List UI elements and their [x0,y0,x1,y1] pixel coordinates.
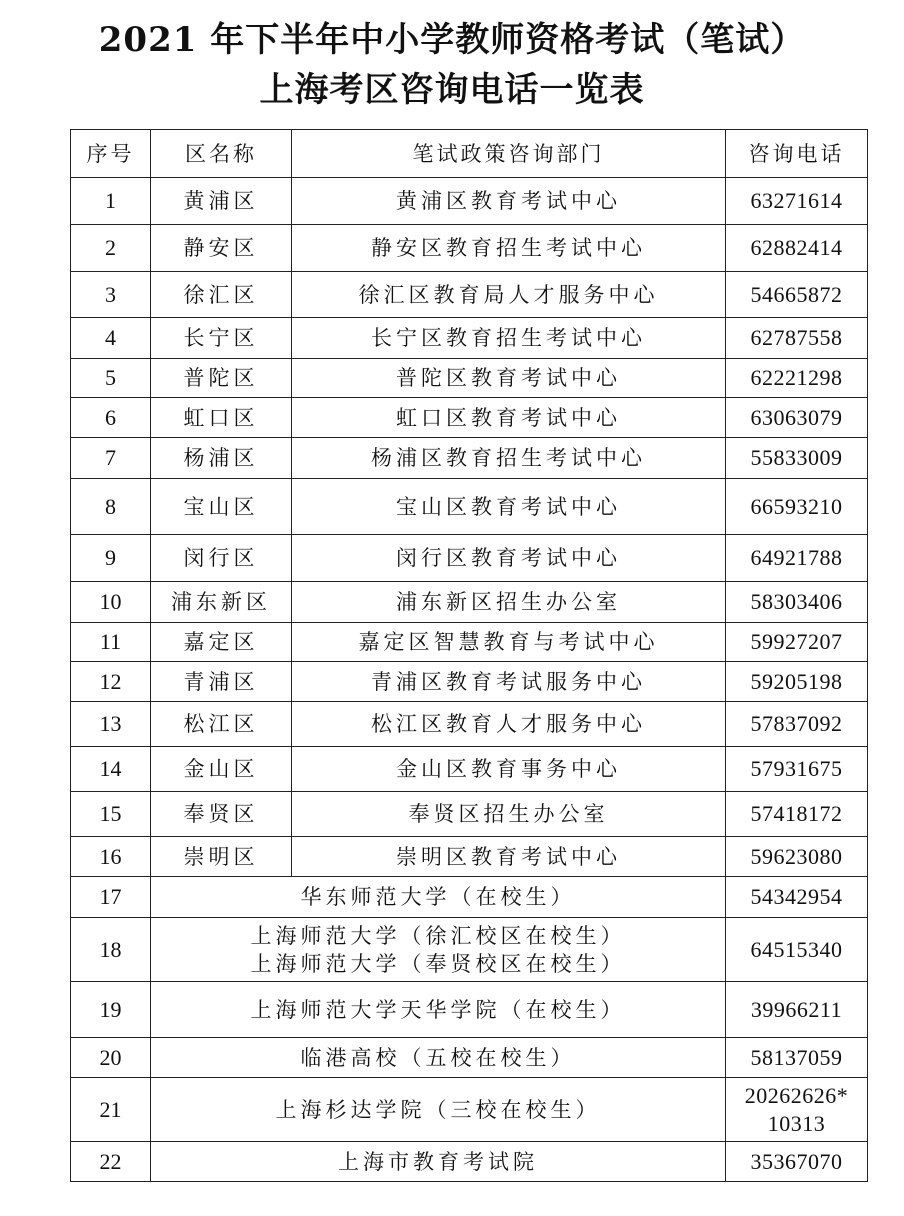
department-name: 青浦区教育考试服务中心 [292,662,726,702]
department-name: 虹口区教育考试中心 [292,398,726,438]
district-name: 青浦区 [151,662,292,702]
row-number: 1 [71,178,151,225]
department-name: 嘉定区智慧教育与考试中心 [292,623,726,662]
institution-line: 华东师范大学（在校生） [300,885,576,909]
department-name: 浦东新区招生办公室 [292,582,726,623]
phone-number: 62221298 [726,359,868,398]
table-row [71,582,868,623]
phone-number [726,1078,868,1142]
institution-name [151,918,726,982]
table-header-row [71,130,868,178]
table-row [71,1078,868,1142]
district-name: 普陀区 [151,359,292,398]
row-number: 8 [71,479,151,535]
institution-line: 上海师范大学（徐汇校区在校生） [250,923,626,948]
row-number: 14 [71,747,151,792]
department-name: 静安区教育招生考试中心 [292,225,726,272]
table-row [71,318,868,359]
table-row [71,982,868,1038]
institution-line: 上海师范大学天华学院（在校生） [250,997,626,1022]
phone-number: 62787558 [726,318,868,359]
phone-number [726,1142,868,1182]
department-name: 闵行区教育考试中心 [292,535,726,582]
district-name: 长宁区 [151,318,292,359]
row-number: 16 [71,837,151,877]
row-number: 19 [71,982,151,1038]
phone-line: 10313 [767,1110,826,1136]
department-name: 徐汇区教育局人才服务中心 [292,272,726,318]
department-name: 黄浦区教育考试中心 [292,178,726,225]
table-row [71,877,868,918]
phone-number: 59623080 [726,837,868,877]
document-title-line-2: 上海考区咨询电话一览表 [259,70,645,110]
department-name: 崇明区教育考试中心 [292,837,726,877]
table-row [71,702,868,747]
row-number: 17 [71,877,151,918]
table-row [71,747,868,792]
row-number: 2 [71,225,151,272]
table-row [71,792,868,837]
phone-number: 62882414 [726,225,868,272]
phone-line: 39966211 [750,996,843,1022]
table-row [71,1142,868,1182]
row-number: 13 [71,702,151,747]
district-name: 金山区 [151,747,292,792]
table-row [71,225,868,272]
phone-line: 35367070 [750,1148,843,1174]
row-number: 21 [71,1078,151,1142]
institution-line: 临港高校（五校在校生） [300,1045,576,1070]
header-no: 序号 [71,130,151,178]
institution-name [151,1078,726,1142]
row-number: 6 [71,398,151,438]
table-row [71,623,868,662]
phone-line: 64515340 [750,936,843,962]
phone-number: 54665872 [726,272,868,318]
phone-number: 63063079 [726,398,868,438]
row-number: 10 [71,582,151,623]
district-name: 松江区 [151,702,292,747]
row-number: 5 [71,359,151,398]
table-row [71,438,868,479]
department-name: 普陀区教育考试中心 [292,359,726,398]
table-row [71,398,868,438]
district-name: 黄浦区 [151,178,292,225]
institution-name [151,877,726,918]
row-number: 18 [71,918,151,982]
institution-name [151,982,726,1038]
table-row [71,662,868,702]
institution-name [151,1038,726,1078]
hotline-table [70,129,868,1182]
row-number: 4 [71,318,151,359]
department-name: 松江区教育人才服务中心 [292,702,726,747]
row-number: 20 [71,1038,151,1078]
phone-number: 64921788 [726,535,868,582]
institution-line: 上海师范大学（奉贤校区在校生） [250,951,626,976]
district-name: 奉贤区 [151,792,292,837]
row-number: 3 [71,272,151,318]
row-number: 15 [71,792,151,837]
phone-number: 66593210 [726,479,868,535]
document-title-line-1: 2021 年下半年中小学教师资格考试（笔试） [98,20,806,60]
table-body [71,178,868,1182]
district-name: 闵行区 [151,535,292,582]
phone-number: 57418172 [726,792,868,837]
phone-number: 58303406 [726,582,868,623]
phone-number: 57931675 [726,747,868,792]
district-name: 浦东新区 [151,582,292,623]
phone-number [726,918,868,982]
header-department: 笔试政策咨询部门 [292,130,726,178]
row-number: 9 [71,535,151,582]
row-number: 11 [71,623,151,662]
table-row [71,359,868,398]
department-name: 长宁区教育招生考试中心 [292,318,726,359]
district-name: 杨浦区 [151,438,292,479]
district-name: 宝山区 [151,479,292,535]
institution-line: 上海杉达学院（三校在校生） [275,1097,601,1122]
table-row [71,272,868,318]
department-name: 宝山区教育考试中心 [292,479,726,535]
header-phone: 咨询电话 [726,130,868,178]
row-number: 22 [71,1142,151,1182]
phone-number [726,982,868,1038]
district-name: 徐汇区 [151,272,292,318]
table-row [71,178,868,225]
phone-number: 59205198 [726,662,868,702]
district-name: 静安区 [151,225,292,272]
header-district: 区名称 [151,130,292,178]
department-name: 金山区教育事务中心 [292,747,726,792]
phone-number: 59927207 [726,623,868,662]
district-name: 崇明区 [151,837,292,877]
table-row [71,918,868,982]
row-number: 7 [71,438,151,479]
phone-line: 54342954 [750,884,843,909]
row-number: 12 [71,662,151,702]
district-name: 嘉定区 [151,623,292,662]
district-name: 虹口区 [151,398,292,438]
department-name: 杨浦区教育招生考试中心 [292,438,726,479]
institution-line: 上海市教育考试院 [338,1149,538,1174]
phone-line: 20262626* [744,1082,849,1108]
phone-number [726,1038,868,1078]
table-row [71,1038,868,1078]
phone-number: 55833009 [726,438,868,479]
institution-name [151,1142,726,1182]
phone-number [726,877,868,918]
table-row [71,837,868,877]
table-row [71,535,868,582]
department-name: 奉贤区招生办公室 [292,792,726,837]
table-row [71,479,868,535]
phone-line: 58137059 [750,1044,843,1070]
phone-number: 63271614 [726,178,868,225]
phone-number: 57837092 [726,702,868,747]
